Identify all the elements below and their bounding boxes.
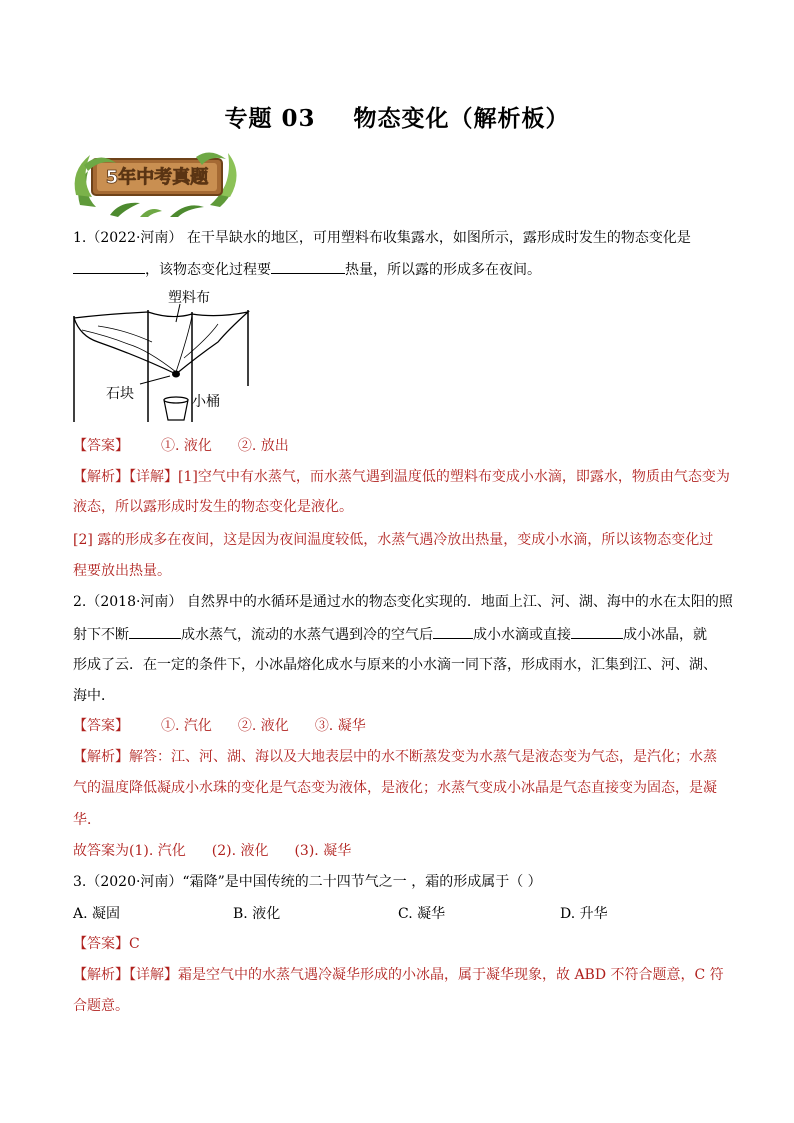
q3-line1: 3.（2020·河南）“霜降”是中国传统的二十四节气之一 ，霜的形成属于（ ）	[73, 874, 542, 890]
q2-answer	[73, 716, 724, 736]
banner-text: 5年中考真题	[105, 167, 209, 188]
q1-line2-b: 热量，所以露的形成多在夜间。	[345, 262, 541, 278]
section-banner	[70, 145, 240, 217]
banner-leaves-icon	[70, 145, 240, 217]
page-title	[0, 100, 794, 133]
q1-answer-2: ②. 放出	[237, 438, 289, 454]
q3-option-b: B. 液化	[233, 906, 281, 922]
q2-analysis-line3: 华．	[73, 812, 101, 828]
fig-label-stone: 石块	[106, 386, 134, 402]
fig-label-bucket: 小桶	[192, 394, 220, 410]
q3-analysis-line2: 合题意。	[73, 998, 129, 1014]
q1-analysis-line2: 液态，所以露形成时发生的物态变化是液化。	[73, 499, 353, 515]
q3-answer-value: C	[129, 936, 140, 952]
q2-final-1: (1). 汽化	[129, 843, 186, 859]
q1-blank-1	[73, 259, 145, 274]
q3-analysis-text1: 霜是空气中的水蒸气遇冷凝华形成的小冰晶，属于凝华现象，故 ABD 不符合题意，C 符	[178, 967, 724, 983]
q3-answer-label: 【答案】	[73, 936, 129, 952]
q1-analysis-line3: [2] 露的形成多在夜间，这是因为夜间温度较低，水蒸气遇冷放出热量，变成小水滴，所以该物态变化过	[73, 532, 714, 548]
q2-final-prefix: 故答案为	[73, 843, 129, 859]
q2-final-2: (2). 液化	[211, 843, 269, 859]
q1-answer-label: 【答案】	[73, 438, 129, 454]
q2-analysis-text1: 解答：江、河、湖、海以及大地表层中的水不断蒸发变为水蒸气是液态变为气态，是汽化；水蒸	[129, 749, 717, 765]
q1-analysis-line1	[73, 467, 730, 487]
q2-blank-3	[571, 624, 623, 639]
q2-analysis-label: 【解析】	[73, 749, 129, 765]
q2-analysis-line2: 气的温度降低凝成小水珠的变化是气态变为液体，是液化；水蒸气变成小冰晶是气态直接变为固态，是凝	[73, 780, 717, 796]
q2-answer-1: ①. 汽化	[161, 718, 212, 734]
dew-collector-diagram	[68, 286, 258, 428]
q2-line2-b: 成水蒸气，流动的水蒸气遇到冷的空气后	[181, 627, 433, 643]
q2-final-3: (3). 凝华	[294, 843, 352, 859]
q3-option-d: D. 升华	[560, 906, 608, 922]
fig-label-cloth: 塑料布	[168, 290, 210, 306]
q3-answer	[73, 934, 724, 954]
q2-blank-1	[129, 624, 181, 639]
title-part1: 专题 03	[224, 105, 316, 132]
q2-line3: 形成了云．在一定的条件下，小冰晶熔化成水与原来的小水滴一同下落，形成雨水，汇集到江、河、湖、	[73, 657, 717, 673]
q1-line2-a: ，该物态变化过程要	[145, 262, 271, 278]
q1-line1: 1.（2022·河南） 在干旱缺水的地区，可用塑料布收集露水，如图所示，露形成时发生的物态变化是	[73, 230, 691, 246]
q1-answer	[73, 436, 724, 456]
q2-line4: 海中．	[73, 688, 115, 704]
q1-analysis-text1: [1]空气中有水蒸气，而水蒸气遇到温度低的塑料布变成小水滴，即露水，物质由气态变为	[178, 469, 730, 485]
q2-line2-d: 成小冰晶，就	[623, 627, 707, 643]
q3-option-c: C. 凝华	[398, 906, 446, 922]
q2-line1: 2.（2018·河南） 自然界中的水循环是通过水的物态变化实现的．地面上江、河、湖、海中的水在太阳的照	[73, 594, 733, 610]
q2-line2-a: 射下不断	[73, 627, 129, 643]
q2-answer-3: ③. 凝华	[314, 718, 366, 734]
q2-answer-2: ②. 液化	[237, 718, 289, 734]
q1-answer-1: ①. 液化	[161, 438, 212, 454]
q2-line2	[73, 624, 724, 645]
q1-analysis-label: 【解析】【详解】	[73, 469, 178, 485]
q1-analysis-line4: 程要放出热量。	[73, 563, 171, 579]
q1-line2	[73, 259, 724, 280]
q3-analysis-line1	[73, 965, 724, 985]
q3-analysis-label: 【解析】【详解】	[73, 967, 178, 983]
q2-blank-2	[433, 624, 473, 639]
q3-option-a: A. 凝固	[73, 906, 121, 922]
q2-final-answer	[73, 841, 724, 861]
q3-options	[73, 904, 724, 924]
q2-answer-label: 【答案】	[73, 718, 129, 734]
q2-line2-c: 成小水滴或直接	[473, 627, 571, 643]
title-part2: 物态变化（解析板）	[353, 105, 570, 132]
q1-blank-2	[271, 259, 345, 274]
q1-figure	[68, 286, 258, 428]
q2-analysis-line1	[73, 747, 724, 767]
